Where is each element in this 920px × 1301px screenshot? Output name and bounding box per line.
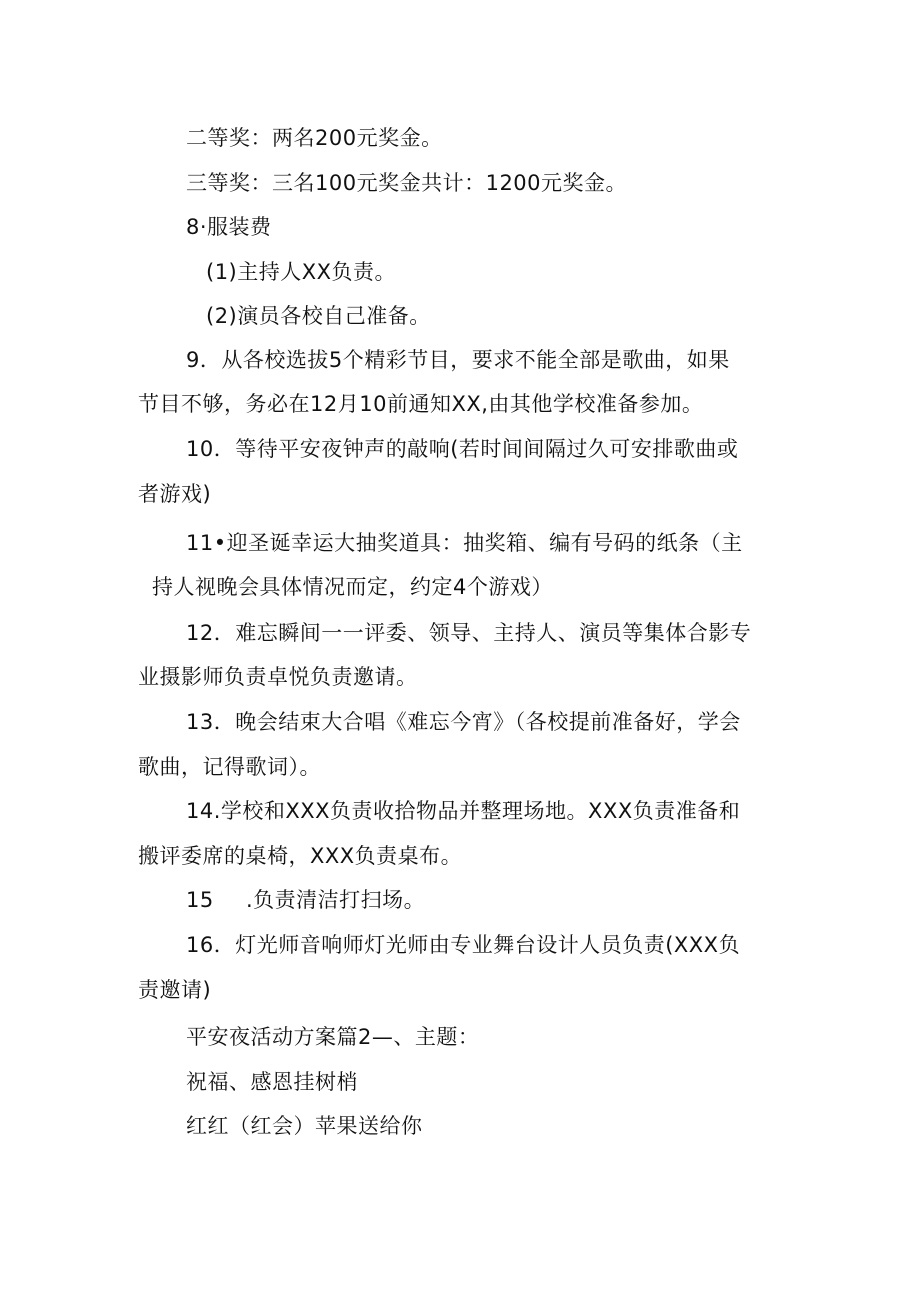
- text-line-item-9: 9．从各校选拔5个精彩节目，要求不能全部是歌曲，如果: [186, 348, 730, 372]
- text-line-item-11-cont: 持人视晚会具体情况而定，约定4个游戏）: [152, 575, 553, 599]
- text-line-theme-2: 红红（红会）苹果送给你: [186, 1114, 423, 1138]
- text-line-item-12-cont: 业摄影师负责卓悦负责邀请。: [138, 665, 418, 689]
- text-line-8-2: (2)演员各校自己准备。: [206, 304, 431, 328]
- text-line-item-13-cont: 歌曲，记得歌词）。: [138, 755, 321, 779]
- text-line-third-prize: 三等奖：三名100元奖金共计：1200元奖金。: [186, 171, 628, 195]
- text-line-item-14-cont: 搬评委席的桌椅，XXX负责桌布。: [138, 844, 463, 868]
- text-line-section-heading: 平安夜活动方案篇2—、主题：: [186, 1025, 480, 1049]
- text-line-theme-1: 祝福、感恩挂树梢: [186, 1070, 358, 1094]
- text-line-8-1: (1)主持人XX负责。: [206, 260, 397, 284]
- text-line-item-15-text: .负责清洁打扫场。: [246, 888, 426, 912]
- text-line-item-16: 16．灯光师音响师灯光师由专业舞台设计人员负责(XXX负: [186, 933, 741, 957]
- text-line-item-12: 12．难忘瞬间一一评委、领导、主持人、演员等集体合影专: [186, 621, 752, 645]
- text-line-item-8: 8·服装费: [186, 215, 272, 239]
- text-line-item-11: 11•迎圣诞幸运大抽奖道具：抽奖箱、编有号码的纸条（主: [186, 531, 743, 555]
- text-line-item-13: 13．晚会结束大合唱《难忘今宵》（各校提前准备好，学会: [186, 710, 741, 734]
- text-line-item-9-cont: 节目不够，务必在12月10前通知XX,由其他学校准备参加。: [138, 392, 704, 416]
- text-line-item-10-cont: 者游戏): [138, 482, 212, 506]
- text-line-item-15-number: 15: [186, 888, 214, 912]
- text-line-item-16-cont: 责邀请): [138, 978, 212, 1002]
- text-line-item-10: 10．等待平安夜钟声的敲响(若时间间隔过久可安排歌曲或: [186, 437, 739, 461]
- text-line-second-prize: 二等奖：两名200元奖金。: [186, 126, 443, 150]
- text-line-item-14: 14.学校和XXX负责收拾物品并整理场地。XXX负责准备和: [186, 799, 741, 823]
